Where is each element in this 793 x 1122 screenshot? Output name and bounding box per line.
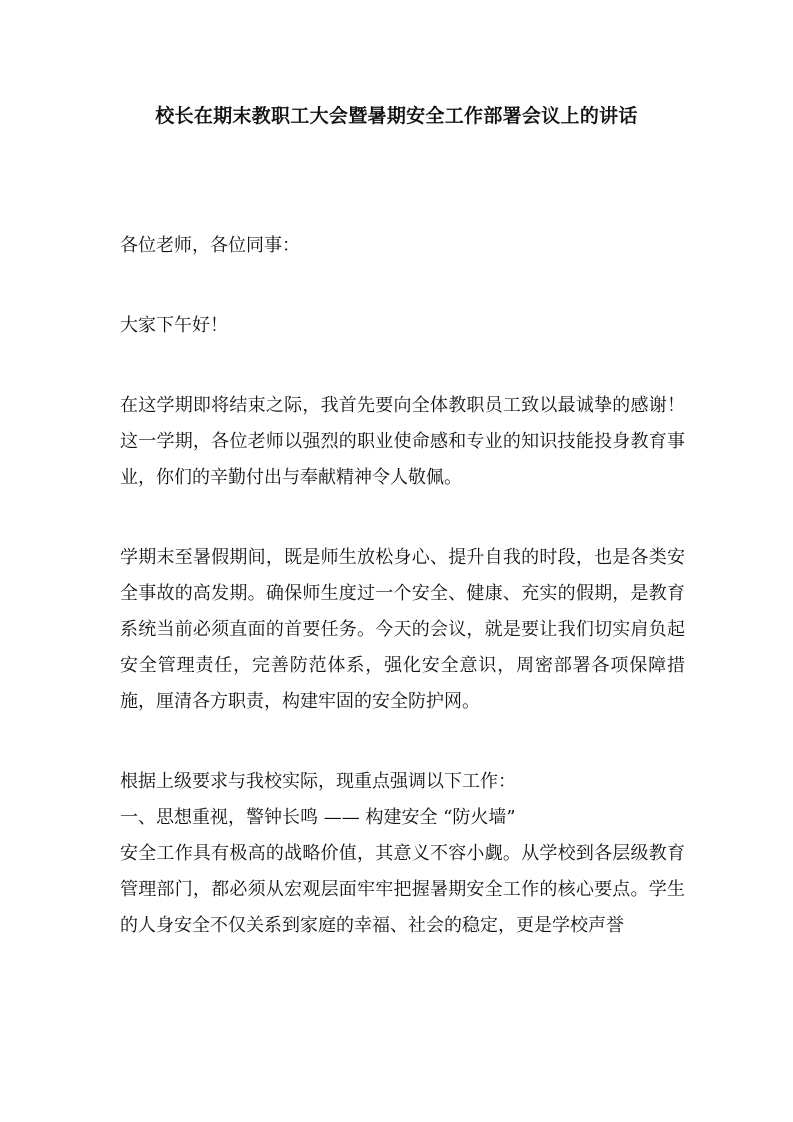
section-heading: 一、思想重视，警钟长鸣 —— 构建安全 “防火墙” <box>120 807 516 828</box>
body-paragraph: 在这学期即将结束之际，我首先要向全体教职员工致以最诚挚的感谢！这一学期，各位老师以强烈的职业使命感和专业的知识技能投身教育事业，你们的辛勤付出与奉献精神令人敬佩。 <box>120 395 685 488</box>
paragraph-spacer <box>120 496 685 540</box>
paragraph-spacer <box>120 264 685 308</box>
document-title: 校长在期末教职工大会暨暑期安全工作部署会议上的讲话 <box>155 105 638 127</box>
greeting: 大家下午好！ <box>120 315 228 336</box>
section-paragraph: 安全工作具有极高的战略价值，其意义不容小觑。从学校到各层级教育管理部门，都必须从宏观层面牢牢把握暑期安全工作的核心要点。学生的人身安全不仅关系到家庭的幸福、社会的稳定，更是学校声誉 <box>120 843 685 936</box>
document-body <box>120 228 685 944</box>
intro-line: 根据上级要求与我校实际，现重点强调以下工作： <box>120 771 516 792</box>
body-paragraph: 学期末至暑假期间，既是师生放松身心、提升自我的时段，也是各类安全事故的高发期。确保师生度过一个安全、健康、充实的假期，是教育系统当前必须直面的首要任务。今天的会议，就是要让我们切实肩负起安全管理责任，完善防范体系，强化安全意识，周密部署各项保障措施，厘清各方职责，构建牢固的安全防护网。 <box>120 547 685 712</box>
paragraph-spacer <box>120 344 685 388</box>
paragraph-spacer <box>120 720 685 764</box>
salutation: 各位老师，各位同事： <box>120 235 300 256</box>
